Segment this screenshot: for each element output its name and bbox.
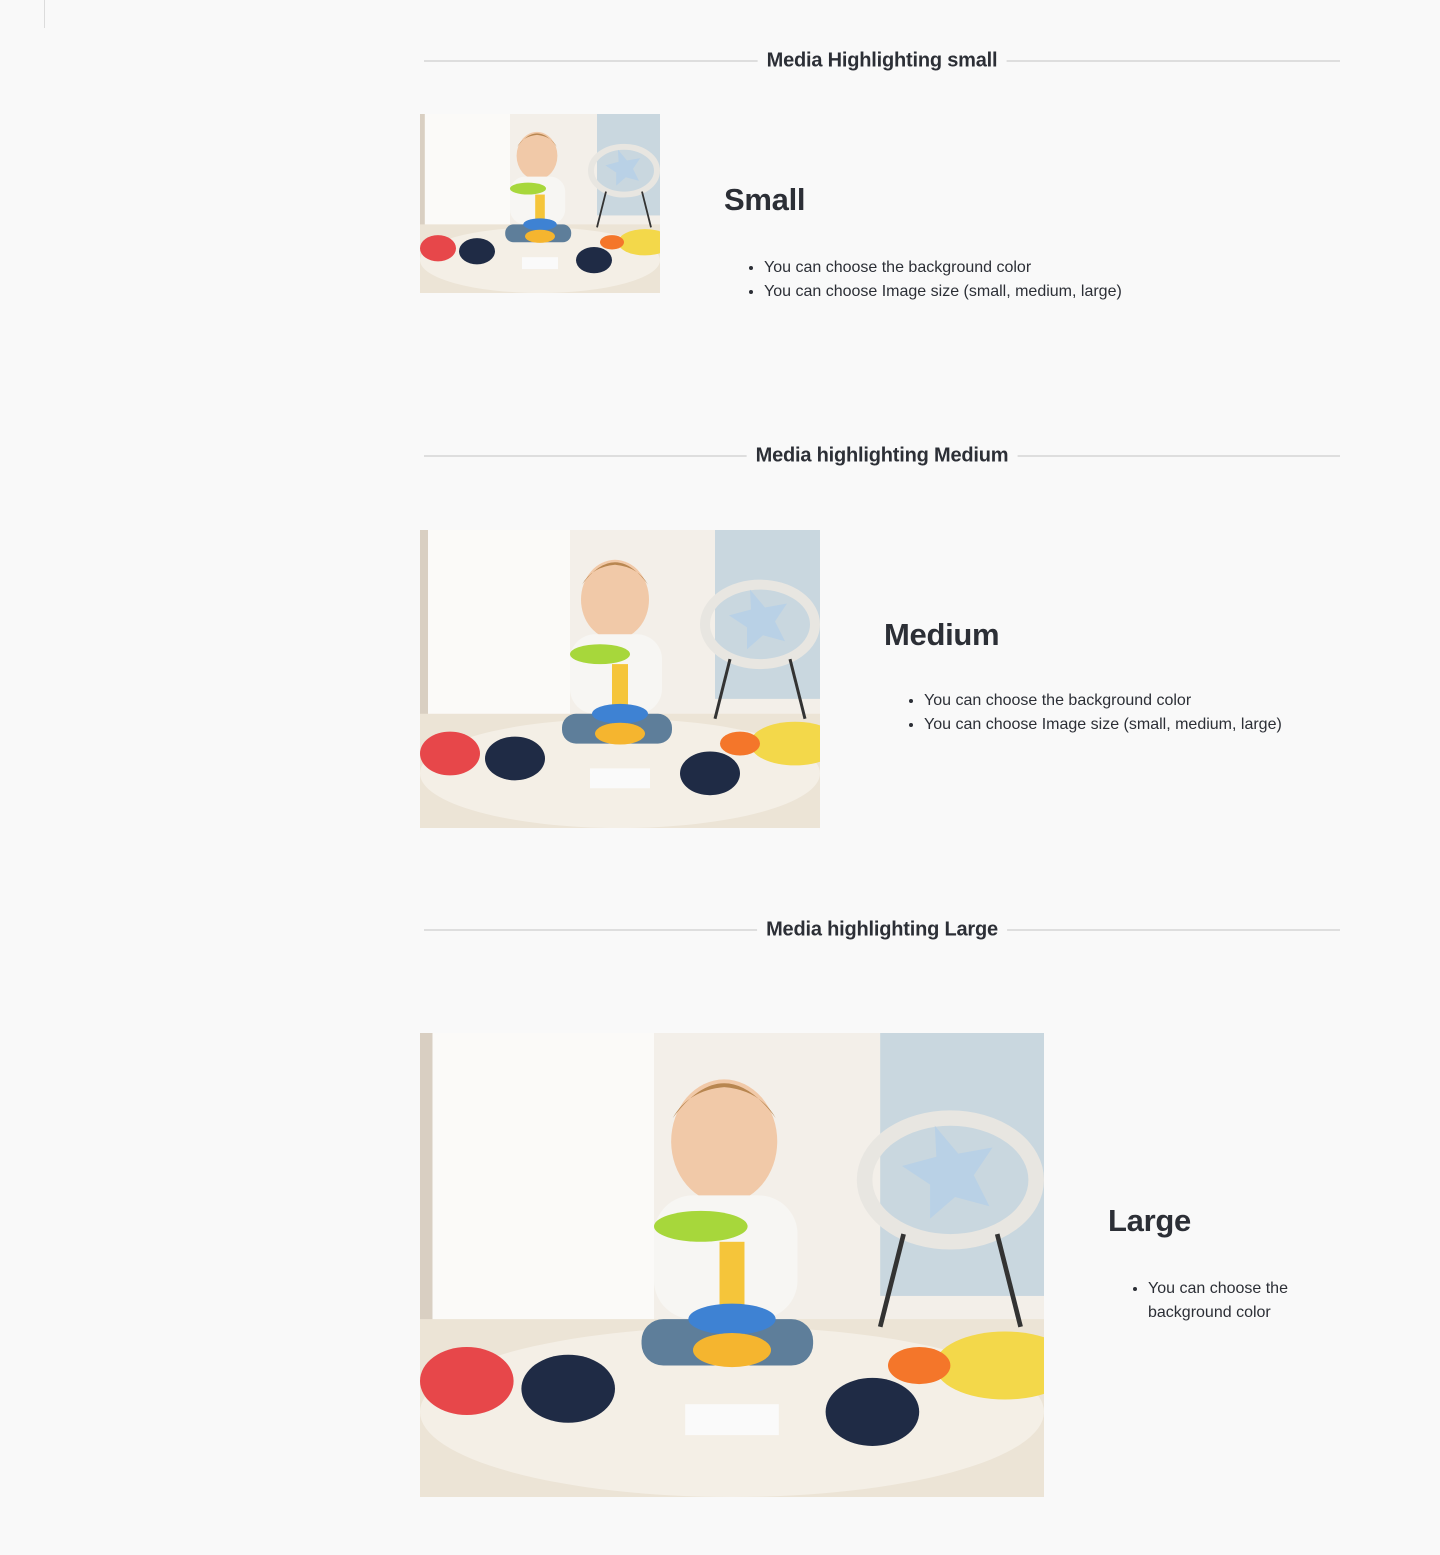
left-edge-rule	[44, 0, 45, 28]
bullet-list	[1108, 1277, 1308, 1328]
baby-playing-photo-icon	[420, 530, 820, 828]
section-title: Medium	[884, 617, 1000, 652]
section-divider-large	[424, 918, 1340, 941]
list-item: • You can choose the background color	[1148, 1277, 1308, 1325]
section-title: Large	[1108, 1203, 1191, 1238]
text-block-small	[724, 182, 1284, 307]
section-heading: Media highlighting Medium	[747, 445, 1018, 468]
section-title: Small	[724, 182, 806, 217]
list-item: • You can choose the background color	[924, 689, 1304, 713]
list-item: • You can choose Image size (small, medium, large)	[924, 713, 1304, 737]
bullet-list	[724, 256, 1284, 307]
list-item: • You can choose Image size (small, medium, large)	[764, 280, 1284, 304]
baby-playing-photo-icon	[420, 114, 660, 293]
text-block-medium	[884, 617, 1304, 740]
list-item: • You can choose the background color	[764, 256, 1284, 280]
section-divider-medium	[424, 444, 1340, 467]
section-divider-small	[424, 49, 1340, 72]
bullet-list	[884, 689, 1304, 740]
media-image-medium	[420, 530, 820, 828]
media-image-small	[420, 114, 660, 293]
text-block-large	[1108, 1203, 1308, 1328]
baby-playing-photo-icon	[420, 1033, 1044, 1497]
section-heading: Media highlighting Large	[757, 919, 1007, 942]
media-image-large	[420, 1033, 1044, 1497]
section-heading: Media Highlighting small	[758, 50, 1007, 73]
